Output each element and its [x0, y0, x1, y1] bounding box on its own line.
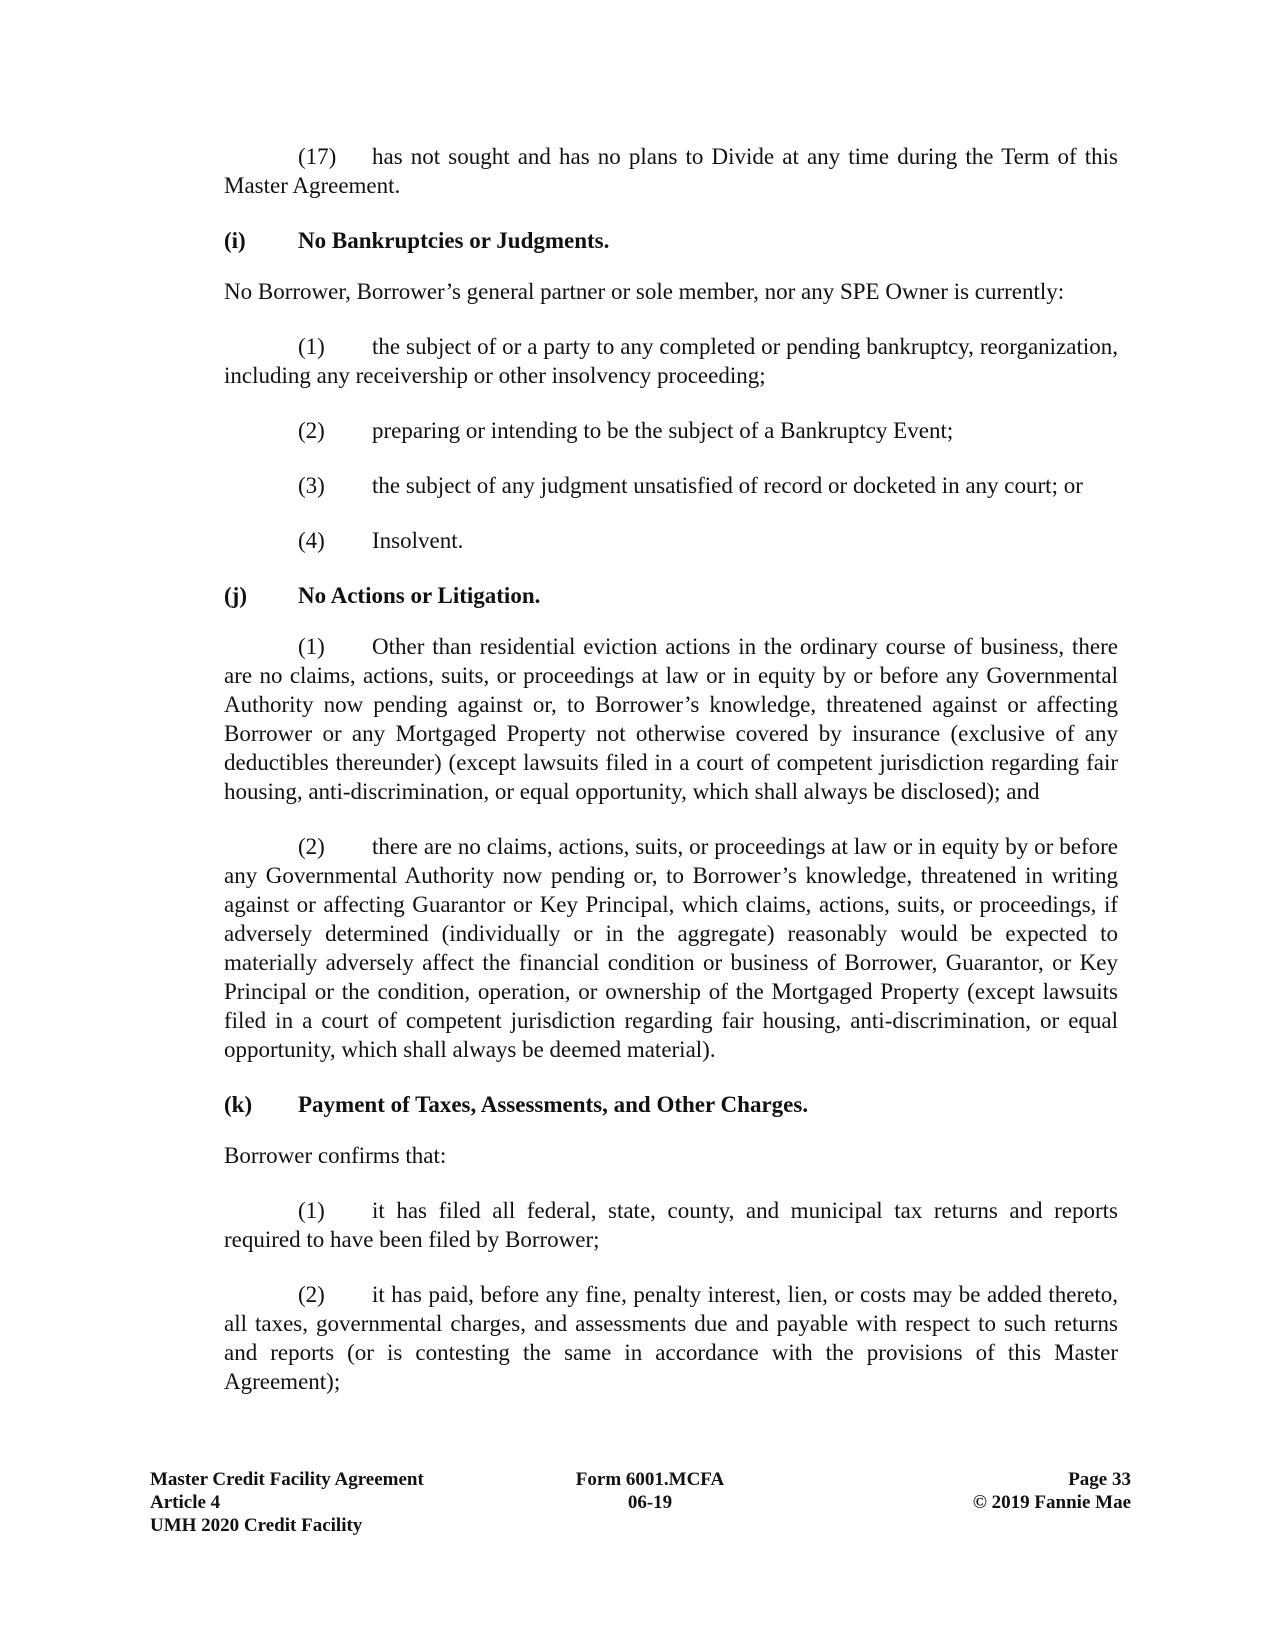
- item-number: (17): [298, 144, 337, 169]
- paragraph-i2: [224, 416, 1118, 445]
- item-number: (2): [298, 418, 325, 443]
- paragraph-k2: [224, 1280, 1118, 1396]
- section-letter: (i): [224, 228, 246, 253]
- item-number: (3): [298, 473, 325, 498]
- paragraph-i4: [224, 526, 1118, 555]
- item-text: Other than residential eviction actions in the ordinary course of business, there are no claims, actions, suits, or proceedings at law or in equity by or before any Governmental Authority now pending against or, to Borrower’s knowledge, threatened against or affecting Borrower or any Mortgaged Property not otherwise covered by insurance (exclusive of any deductibles thereunder) (except lawsuits filed in a court of competent jurisdiction regarding fair housing, anti-discrimination, or equal opportunity, which shall always be disclosed); and: [224, 634, 1118, 804]
- footer-copyright: © 2019 Fannie Mae: [972, 1492, 1131, 1513]
- section-letter: (k): [224, 1092, 253, 1117]
- item-text: has not sought and has no plans to Divide at any time during the Term of this Master Agreement.: [224, 144, 1118, 198]
- item-number: (1): [298, 334, 325, 359]
- section-heading-j: [224, 581, 1118, 610]
- item-text: it has paid, before any fine, penalty interest, lien, or costs may be added thereto, all taxes, governmental charges, and assessments due and payable with respect to such returns and reports (or is contesting the same in accordance with the provisions of this Master Agreement);: [224, 1282, 1118, 1394]
- item-text: the subject of any judgment unsatisfied of record or docketed in any court; or: [372, 473, 1083, 498]
- item-number: (1): [298, 1198, 325, 1223]
- paragraph-i1: [224, 332, 1118, 390]
- section-heading-k: [224, 1090, 1118, 1119]
- section-i-intro: No Borrower, Borrower’s general partner or sole member, nor any SPE Owner is currently:: [224, 279, 1065, 304]
- section-letter: (j): [224, 583, 247, 608]
- section-title: Payment of Taxes, Assessments, and Other Charges.: [298, 1092, 809, 1117]
- item-text: it has filed all federal, state, county, and municipal tax returns and reports required to have been filed by Borrower;: [224, 1198, 1118, 1252]
- paragraph-k1: [224, 1196, 1118, 1254]
- item-text: preparing or intending to be the subject of a Bankruptcy Event;: [372, 418, 954, 443]
- footer-form-number: Form 6001.MCFA: [575, 1469, 725, 1490]
- item-number: (2): [298, 1282, 325, 1307]
- paragraph-i3: [224, 471, 1118, 500]
- footer-facility-name: UMH 2020 Credit Facility: [150, 1515, 363, 1536]
- footer-document-title: Master Credit Facility Agreement: [150, 1469, 424, 1490]
- item-text: Insolvent.: [372, 528, 464, 553]
- paragraph-17: [224, 142, 1118, 200]
- footer-left: [150, 1468, 424, 1537]
- footer-page-number: Page 33: [1068, 1469, 1131, 1490]
- section-title: No Actions or Litigation.: [298, 583, 541, 608]
- item-text: there are no claims, actions, suits, or proceedings at law or in equity by or before any Governmental Authority now pending or, to Borrower’s knowledge, threatened in writing against or affecting Guarantor or Key Principal, which claims, actions, suits, or proceedings, if adversely determined (individually or in the aggregate) reasonably would be expected to materially adversely affect the financial condition or business of Borrower, Guarantor, or Key Principal or the condition, operation, or ownership of the Mortgaged Property (except lawsuits filed in a court of competent jurisdiction regarding fair housing, anti-discrimination, or equal opportunity, which shall always be deemed material).: [224, 834, 1118, 1062]
- item-number: (1): [298, 634, 325, 659]
- paragraph-j1: [224, 632, 1118, 806]
- footer-right: [973, 1468, 1131, 1514]
- footer-form-date: 06-19: [627, 1492, 673, 1513]
- section-k-intro: Borrower confirms that:: [224, 1143, 447, 1168]
- item-number: (2): [298, 834, 325, 859]
- item-text: the subject of or a party to any completed or pending bankruptcy, reorganization, including any receivership or other insolvency proceeding;: [224, 334, 1118, 388]
- section-heading-i: [224, 226, 1118, 255]
- footer-center: [550, 1468, 750, 1514]
- footer-article: Article 4: [150, 1492, 221, 1513]
- paragraph-j2: [224, 832, 1118, 1064]
- item-number: (4): [298, 528, 325, 553]
- document-body: [224, 142, 1118, 1422]
- section-title: No Bankruptcies or Judgments.: [298, 228, 610, 253]
